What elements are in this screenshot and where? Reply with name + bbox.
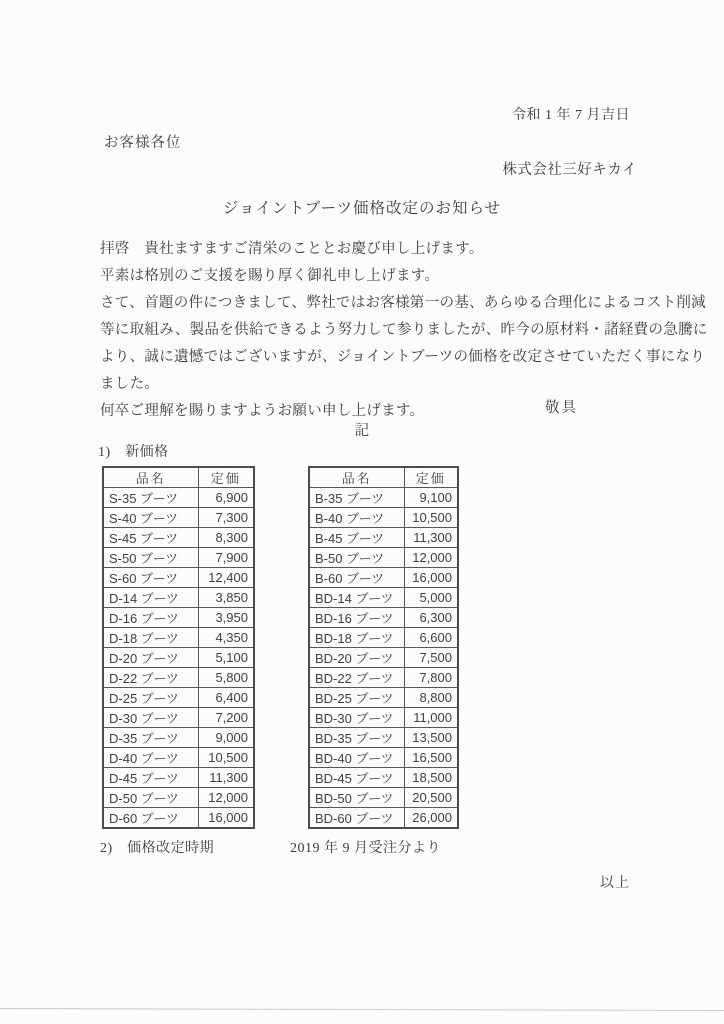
section2-revision-period-label: 2) 価格改定時期 bbox=[100, 841, 215, 856]
table-row bbox=[309, 668, 458, 688]
table-row bbox=[309, 608, 458, 628]
price-cell: 3,950 bbox=[198, 608, 254, 628]
product-name-cell: BD-60 ブーツ bbox=[309, 808, 404, 829]
price-cell: 13,500 bbox=[404, 728, 458, 748]
product-name-cell: D-18 ブーツ bbox=[103, 628, 198, 648]
product-name-cell: S-50 ブーツ bbox=[103, 548, 198, 568]
price-cell: 12,000 bbox=[198, 788, 254, 808]
product-name-cell: BD-25 ブーツ bbox=[309, 688, 404, 708]
document-title: ジョイントブーツ価格改定のお知らせ bbox=[222, 200, 502, 217]
price-cell: 16,500 bbox=[404, 748, 458, 768]
product-name-cell: BD-22 ブーツ bbox=[309, 668, 404, 688]
product-name-cell: S-40 ブーツ bbox=[103, 508, 198, 528]
table-row bbox=[103, 748, 254, 768]
column-header-product: 品名 bbox=[309, 467, 404, 488]
price-cell: 20,500 bbox=[404, 788, 458, 808]
table-row bbox=[309, 628, 458, 648]
product-name-cell: BD-35 ブーツ bbox=[309, 728, 404, 748]
price-cell: 7,900 bbox=[198, 548, 254, 568]
product-name-cell: D-14 ブーツ bbox=[103, 588, 198, 608]
table-header-row bbox=[103, 467, 254, 488]
product-name-cell: D-22 ブーツ bbox=[103, 668, 198, 688]
column-header-product: 品名 bbox=[103, 467, 198, 488]
product-name-cell: B-40 ブーツ bbox=[309, 508, 404, 528]
recipient-line: お客様各位 bbox=[104, 135, 182, 151]
table-row bbox=[309, 788, 458, 808]
price-cell: 16,000 bbox=[198, 808, 254, 829]
price-cell: 18,500 bbox=[404, 768, 458, 788]
table-row bbox=[309, 708, 458, 728]
price-cell: 7,500 bbox=[404, 648, 458, 668]
table-row bbox=[103, 708, 254, 728]
price-cell: 10,500 bbox=[198, 748, 254, 768]
product-name-cell: D-16 ブーツ bbox=[103, 608, 198, 628]
sender-company: 株式会社三好キカイ bbox=[502, 162, 637, 178]
table-row bbox=[103, 728, 254, 748]
product-name-cell: D-20 ブーツ bbox=[103, 648, 198, 668]
table-row bbox=[103, 568, 254, 588]
price-cell: 11,300 bbox=[404, 528, 458, 548]
price-cell: 9,000 bbox=[198, 728, 254, 748]
body-line: 拝啓 貴社ますますご清栄のこととお慶び申し上げます。 bbox=[100, 241, 484, 257]
product-name-cell: BD-14 ブーツ bbox=[309, 588, 404, 608]
record-marker-ki: 記 bbox=[354, 423, 370, 439]
price-cell: 8,300 bbox=[198, 528, 254, 548]
body-line: ました。 bbox=[100, 376, 160, 392]
product-name-cell: B-35 ブーツ bbox=[309, 488, 404, 508]
price-cell: 6,900 bbox=[198, 488, 254, 508]
price-cell: 11,300 bbox=[198, 768, 254, 788]
end-marker-ijou: 以上 bbox=[600, 876, 630, 891]
table-row bbox=[309, 648, 458, 668]
table-row bbox=[103, 588, 254, 608]
table-row bbox=[309, 748, 458, 768]
product-name-cell: B-50 ブーツ bbox=[309, 548, 404, 568]
table-row bbox=[309, 568, 458, 588]
product-name-cell: D-40 ブーツ bbox=[103, 748, 198, 768]
table-row bbox=[309, 528, 458, 548]
table-row bbox=[309, 588, 458, 608]
table-row bbox=[103, 528, 254, 548]
table-row bbox=[309, 728, 458, 748]
price-cell: 7,300 bbox=[198, 508, 254, 528]
table-row bbox=[103, 608, 254, 628]
product-name-cell: BD-20 ブーツ bbox=[309, 648, 404, 668]
price-cell: 7,800 bbox=[404, 668, 458, 688]
product-name-cell: BD-45 ブーツ bbox=[309, 768, 404, 788]
product-name-cell: B-45 ブーツ bbox=[309, 528, 404, 548]
scan-artifact-line bbox=[0, 1008, 724, 1011]
product-name-cell: D-35 ブーツ bbox=[103, 728, 198, 748]
price-table-right bbox=[308, 466, 459, 829]
product-name-cell: D-50 ブーツ bbox=[103, 788, 198, 808]
table-row bbox=[309, 488, 458, 508]
table-row bbox=[103, 688, 254, 708]
product-name-cell: S-35 ブーツ bbox=[103, 488, 198, 508]
product-name-cell: BD-18 ブーツ bbox=[309, 628, 404, 648]
price-cell: 9,100 bbox=[404, 488, 458, 508]
section1-new-prices-label: 1) 新価格 bbox=[98, 445, 169, 460]
body-line: より、誠に遺憾ではございますが、ジョイントブーツの価格を改定させていただく事になり bbox=[100, 349, 706, 365]
column-header-price: 定価 bbox=[404, 467, 458, 488]
closing-keigu: 敬具 bbox=[545, 400, 578, 416]
product-name-cell: BD-16 ブーツ bbox=[309, 608, 404, 628]
product-name-cell: B-60 ブーツ bbox=[309, 568, 404, 588]
product-name-cell: D-45 ブーツ bbox=[103, 768, 198, 788]
table-row bbox=[309, 768, 458, 788]
body-line: 何卒ご理解を賜りますようお願い申し上げます。 bbox=[100, 403, 425, 419]
table-row bbox=[103, 628, 254, 648]
table-row bbox=[103, 768, 254, 788]
price-cell: 12,400 bbox=[198, 568, 254, 588]
product-name-cell: S-60 ブーツ bbox=[103, 568, 198, 588]
price-cell: 6,600 bbox=[404, 628, 458, 648]
table-row bbox=[309, 548, 458, 568]
price-cell: 5,800 bbox=[198, 668, 254, 688]
table-row bbox=[309, 508, 458, 528]
price-cell: 4,350 bbox=[198, 628, 254, 648]
price-table-left bbox=[102, 466, 255, 829]
price-cell: 6,400 bbox=[198, 688, 254, 708]
body-line: 平素は格別のご支援を賜り厚く御礼申し上げます。 bbox=[100, 268, 440, 284]
table-row bbox=[103, 508, 254, 528]
table-row bbox=[103, 668, 254, 688]
product-name-cell: D-60 ブーツ bbox=[103, 808, 198, 829]
price-cell: 12,000 bbox=[404, 548, 458, 568]
table-row bbox=[309, 688, 458, 708]
table-row bbox=[103, 808, 254, 829]
table-header-row bbox=[309, 467, 458, 488]
price-cell: 8,800 bbox=[404, 688, 458, 708]
section2-revision-period-value: 2019 年 9 月受注分より bbox=[290, 841, 441, 856]
table-row bbox=[103, 548, 254, 568]
product-name-cell: BD-30 ブーツ bbox=[309, 708, 404, 728]
price-cell: 16,000 bbox=[404, 568, 458, 588]
table-row bbox=[103, 488, 254, 508]
table-row bbox=[309, 808, 458, 829]
body-line: 等に取組み、製品を供給できるよう努力して参りましたが、昨今の原材料・諸経費の急騰に bbox=[100, 322, 708, 338]
product-name-cell: D-25 ブーツ bbox=[103, 688, 198, 708]
column-header-price: 定価 bbox=[198, 467, 254, 488]
product-name-cell: S-45 ブーツ bbox=[103, 528, 198, 548]
product-name-cell: D-30 ブーツ bbox=[103, 708, 198, 728]
price-cell: 11,000 bbox=[404, 708, 458, 728]
price-cell: 5,100 bbox=[198, 648, 254, 668]
price-cell: 26,000 bbox=[404, 808, 458, 829]
table-row bbox=[103, 648, 254, 668]
body-line: さて、首題の件につきまして、弊社ではお客様第一の基、あらゆる合理化によるコスト削減 bbox=[100, 295, 706, 311]
price-cell: 7,200 bbox=[198, 708, 254, 728]
product-name-cell: BD-50 ブーツ bbox=[309, 788, 404, 808]
price-cell: 5,000 bbox=[404, 588, 458, 608]
price-cell: 6,300 bbox=[404, 608, 458, 628]
product-name-cell: BD-40 ブーツ bbox=[309, 748, 404, 768]
table-row bbox=[103, 788, 254, 808]
price-cell: 10,500 bbox=[404, 508, 458, 528]
document-date: 令和 1 年 7 月吉日 bbox=[512, 108, 630, 123]
price-cell: 3,850 bbox=[198, 588, 254, 608]
